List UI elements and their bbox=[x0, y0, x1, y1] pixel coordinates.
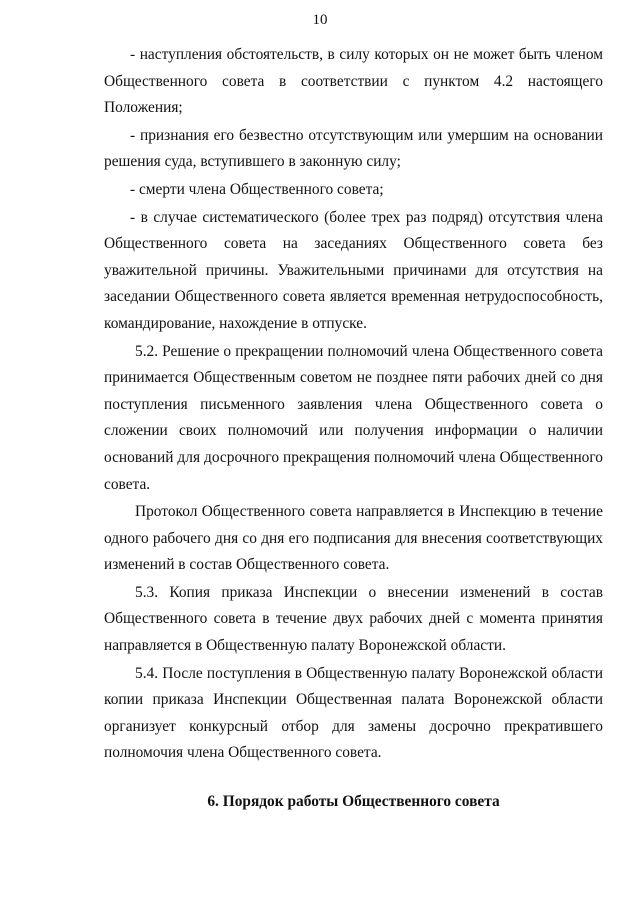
paragraph-5-4: 5.4. После поступления в Общественную палату Воронежской области копии приказа Инспекции Общественная палата Воронежской области организует конкурсный отбор для замены досрочно прекратившего полномочия члена Общественного совета. bbox=[104, 664, 603, 762]
paragraph-missing-or-deceased: - признания его безвестно отсутствующим или умершим на основании решения суда, вступившего в законную силу; bbox=[104, 126, 603, 171]
paragraph-5-2: 5.2. Решение о прекращении полномочий члена Общественного совета принимается Общественным советом не позднее пяти рабочих дней со дня поступления письменного заявления члена Общественного совета о сложении своих полномочий или получения информации о наличии оснований для досрочного прекращения полномочий члена Общественного совета. bbox=[104, 342, 603, 493]
paragraph-death: - смерти члена Общественного совета; bbox=[130, 180, 384, 198]
document-body bbox=[104, 42, 603, 816]
section-heading: 6. Порядок работы Общественного совета bbox=[207, 793, 500, 811]
paragraph-systematic-absence: - в случае систематического (более трех раз подряд) отсутствия члена Общественного совета на заседаниях Общественного совета без уважительной причины. Уважительными причинами для отсутствия на заседании Общественного совета является временная нетрудоспособность, командирование, нахождение в отпуске. bbox=[104, 208, 603, 332]
paragraph-5-3: 5.3. Копия приказа Инспекции о внесении изменений в состав Общественного совета в течение двух рабочих дней с момента принятия направляется в Общественную палату Воронежской области. bbox=[104, 583, 603, 655]
paragraph-protocol: Протокол Общественного совета направляется в Инспекцию в течение одного рабочего дня со дня его подписания для внесения соответствующих изменений в состав Общественного совета. bbox=[104, 503, 603, 574]
page-number: 10 bbox=[312, 12, 328, 28]
paragraph-termination-circumstances: - наступления обстоятельств, в силу которых он не может быть членом Общественного совета в соответствии с пунктом 4.2 настоящего Положения; bbox=[104, 46, 603, 117]
